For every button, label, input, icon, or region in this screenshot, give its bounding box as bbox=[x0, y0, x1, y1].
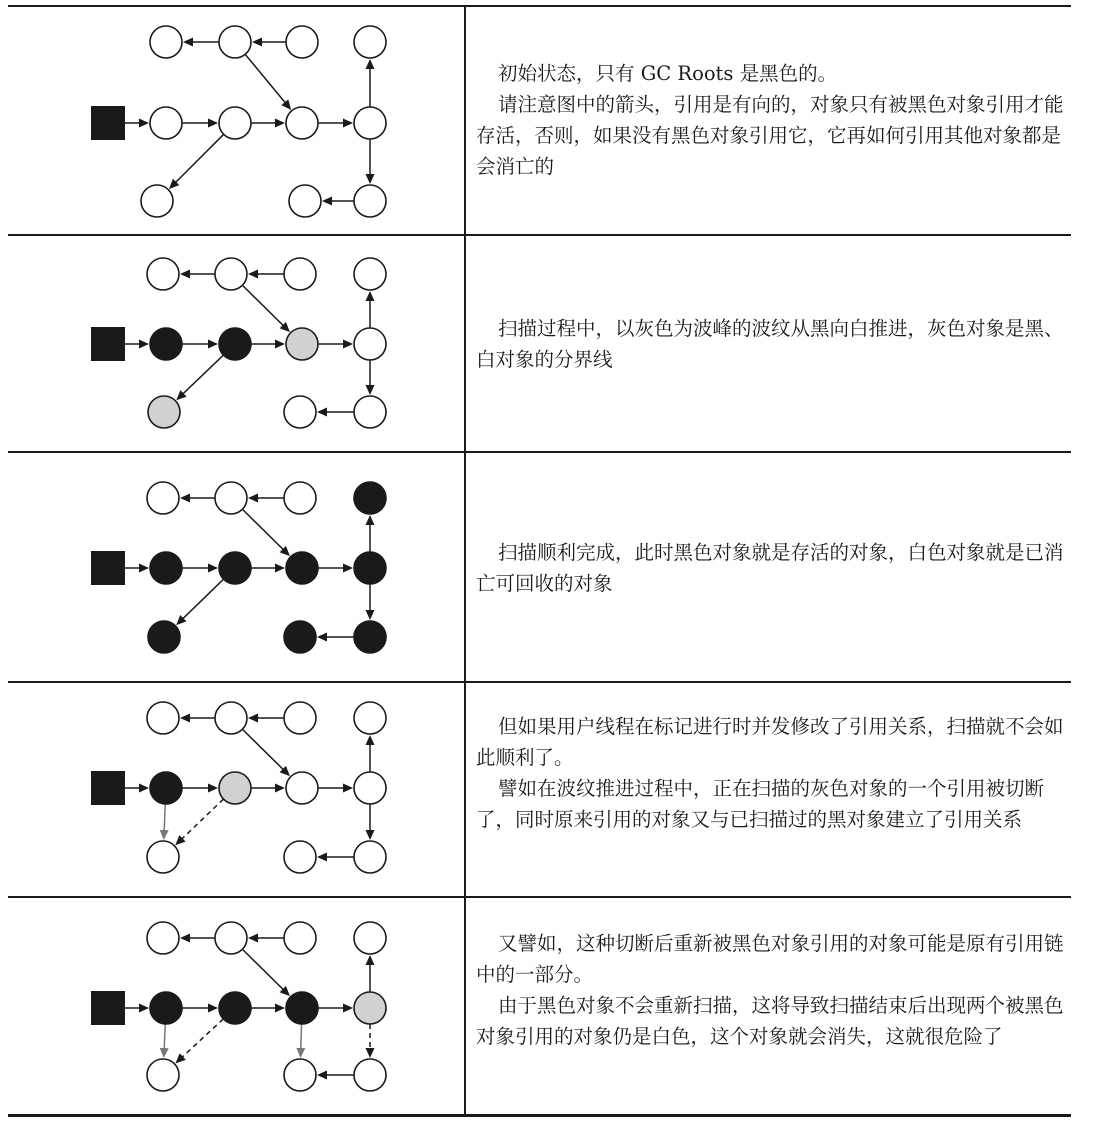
description-paragraph: 譬如在波纹推进过程中，正在扫描的灰色对象的一个引用被切断了，同时原来引用的对象又与已扫描过的黑对象建立了引用关系 bbox=[476, 777, 1045, 831]
arrowhead-icon bbox=[180, 934, 190, 943]
arrowhead-icon bbox=[208, 340, 218, 349]
arrowhead-icon bbox=[366, 515, 375, 525]
object-node-g-white bbox=[284, 1059, 316, 1091]
arrowhead-icon bbox=[317, 1071, 327, 1080]
object-node-i-white bbox=[215, 258, 247, 290]
arrowhead-icon bbox=[180, 494, 190, 503]
object-node-i-white bbox=[215, 482, 247, 514]
object-node-k-black bbox=[354, 482, 386, 514]
arrowhead-icon bbox=[366, 735, 375, 745]
object-node-l-white bbox=[354, 396, 386, 428]
gc-root-square bbox=[91, 991, 125, 1025]
description-paragraph: 但如果用户线程在标记进行时并发修改了引用关系，扫描就不会如此顺利了。 bbox=[476, 715, 1064, 769]
object-node-f-gray bbox=[148, 396, 180, 428]
arrowhead-icon bbox=[366, 830, 375, 840]
description-row-2 bbox=[476, 313, 1066, 375]
description-paragraph: 扫描顺利完成，此时黑色对象就是存活的对象，白色对象就是已消亡可回收的对象 bbox=[476, 541, 1064, 595]
graph-diagram-row-2 bbox=[0, 236, 460, 451]
gc-root-square bbox=[91, 771, 125, 805]
arrowhead-icon bbox=[208, 784, 218, 793]
arrowhead-icon bbox=[322, 197, 332, 206]
graph-diagram-row-3 bbox=[0, 453, 460, 681]
reference-edge-i-to-d bbox=[242, 729, 285, 772]
object-node-l-white bbox=[354, 185, 386, 217]
reference-edge-b-to-fb bbox=[164, 804, 165, 834]
object-node-l-white bbox=[354, 1059, 386, 1091]
arrowhead-icon bbox=[343, 1004, 353, 1013]
arrowhead-icon bbox=[275, 340, 285, 349]
arrowhead-icon bbox=[160, 830, 169, 840]
object-node-b-black bbox=[150, 552, 182, 584]
reference-edge-b-to-fb bbox=[164, 1024, 165, 1052]
object-node-i-white bbox=[219, 26, 251, 58]
arrowhead-icon bbox=[208, 119, 218, 128]
arrowhead-icon bbox=[139, 1004, 149, 1013]
gc-root-square bbox=[91, 106, 125, 140]
object-node-i-white bbox=[215, 922, 247, 954]
reference-edge-i-to-d bbox=[242, 949, 285, 992]
object-node-h-white bbox=[150, 26, 182, 58]
arrowhead-icon bbox=[180, 714, 190, 723]
object-node-e-white bbox=[354, 772, 386, 804]
object-node-d-white bbox=[286, 772, 318, 804]
table-bottom-rule bbox=[8, 1114, 1071, 1117]
object-node-i-white bbox=[215, 702, 247, 734]
object-node-j-white bbox=[284, 702, 316, 734]
arrowhead-icon bbox=[248, 494, 258, 503]
description-row-3 bbox=[476, 537, 1066, 599]
object-node-l-white bbox=[354, 841, 386, 873]
arrowhead-icon bbox=[208, 564, 218, 573]
reference-edge-c-to-f bbox=[181, 355, 224, 396]
graph-diagram-row-1 bbox=[0, 8, 460, 234]
object-node-h-white bbox=[147, 702, 179, 734]
arrowhead-icon bbox=[160, 1048, 169, 1058]
object-node-g-white bbox=[284, 841, 316, 873]
arrowhead-icon bbox=[252, 38, 262, 47]
object-node-g-white bbox=[284, 396, 316, 428]
arrowhead-icon bbox=[343, 564, 353, 573]
object-node-k-white bbox=[354, 26, 386, 58]
object-node-c-black bbox=[219, 328, 251, 360]
object-node-d-gray bbox=[286, 328, 318, 360]
reference-edge-i-to-d bbox=[242, 509, 285, 552]
arrowhead-icon bbox=[317, 853, 327, 862]
reference-edge-c-to-f bbox=[173, 134, 223, 184]
object-node-j-white bbox=[286, 26, 318, 58]
object-node-c-white bbox=[219, 107, 251, 139]
arrowhead-icon bbox=[248, 714, 258, 723]
arrowhead-icon bbox=[139, 564, 149, 573]
arrowhead-icon bbox=[139, 340, 149, 349]
object-node-l-black bbox=[354, 621, 386, 653]
object-node-e-black bbox=[354, 552, 386, 584]
arrowhead-icon bbox=[366, 1048, 375, 1058]
arrowhead-icon bbox=[366, 385, 375, 395]
object-node-d-black bbox=[286, 992, 318, 1024]
arrowhead-icon bbox=[248, 934, 258, 943]
object-node-g-black bbox=[284, 621, 316, 653]
arrowhead-icon bbox=[139, 784, 149, 793]
object-node-j-white bbox=[284, 482, 316, 514]
object-node-c-black bbox=[219, 992, 251, 1024]
object-node-h-white bbox=[147, 258, 179, 290]
arrowhead-icon bbox=[366, 174, 375, 184]
description-paragraph: 由于黑色对象不会重新扫描，这将导致扫描结束后出现两个被黑色对象引用的对象仍是白色，这个对象就会消失，这就很危险了 bbox=[476, 994, 1064, 1048]
description-row-1 bbox=[476, 58, 1066, 182]
object-node-e-gray bbox=[354, 992, 386, 1024]
arrowhead-icon bbox=[183, 38, 193, 47]
arrowhead-icon bbox=[366, 59, 375, 69]
object-node-e-white bbox=[354, 328, 386, 360]
reference-edge-d-to-g bbox=[301, 1024, 302, 1052]
arrowhead-icon bbox=[275, 784, 285, 793]
object-node-k-white bbox=[354, 258, 386, 290]
reference-edge-c-to-f bbox=[180, 579, 223, 621]
object-node-j-white bbox=[284, 258, 316, 290]
object-node-d-white bbox=[286, 107, 318, 139]
object-node-h-white bbox=[147, 482, 179, 514]
arrowhead-icon bbox=[248, 270, 258, 279]
gc-root-square bbox=[91, 327, 125, 361]
arrowhead-icon bbox=[175, 1053, 185, 1063]
object-node-b-black bbox=[150, 772, 182, 804]
arrowhead-icon bbox=[317, 408, 327, 417]
arrowhead-icon bbox=[275, 119, 285, 128]
arrowhead-icon bbox=[366, 610, 375, 620]
arrowhead-icon bbox=[343, 119, 353, 128]
object-node-g-white bbox=[289, 185, 321, 217]
description-paragraph: 初始状态，只有 GC Roots 是黑色的。 bbox=[498, 62, 838, 85]
arrowhead-icon bbox=[275, 1004, 285, 1013]
object-node-f-white bbox=[147, 841, 179, 873]
graph-diagram-row-5 bbox=[0, 898, 460, 1114]
object-node-b-black bbox=[150, 992, 182, 1024]
description-row-4 bbox=[476, 711, 1066, 835]
object-node-h-white bbox=[147, 922, 179, 954]
object-node-j-white bbox=[284, 922, 316, 954]
object-node-k-white bbox=[354, 702, 386, 734]
object-node-f-white bbox=[147, 1059, 179, 1091]
arrowhead-icon bbox=[139, 119, 149, 128]
reference-edge-c-to-fb bbox=[180, 1019, 223, 1059]
object-node-k-white bbox=[354, 922, 386, 954]
arrowhead-icon bbox=[343, 340, 353, 349]
reference-edge-i-to-d bbox=[245, 54, 287, 105]
arrowhead-icon bbox=[317, 633, 327, 642]
arrowhead-icon bbox=[275, 564, 285, 573]
object-node-c-gray bbox=[219, 772, 251, 804]
arrowhead-icon bbox=[296, 1048, 305, 1058]
object-node-d-black bbox=[286, 552, 318, 584]
object-node-c-black bbox=[219, 552, 251, 584]
arrowhead-icon bbox=[180, 270, 190, 279]
object-node-b-white bbox=[150, 107, 182, 139]
description-row-5 bbox=[476, 928, 1066, 1052]
column-divider bbox=[464, 6, 466, 1116]
description-paragraph: 又譬如，这种切断后重新被黑色对象引用的对象可能是原有引用链中的一部分。 bbox=[476, 932, 1064, 986]
object-node-f-black bbox=[148, 621, 180, 653]
gc-root-square bbox=[91, 551, 125, 585]
arrowhead-icon bbox=[366, 291, 375, 301]
description-paragraph: 请注意图中的箭头，引用是有向的，对象只有被黑色对象引用才能存活，否则，如果没有黑色对象引用它，它再如何引用其他对象都是会消亡的 bbox=[476, 93, 1064, 178]
object-node-b-black bbox=[150, 328, 182, 360]
object-node-e-white bbox=[354, 107, 386, 139]
reference-edge-c-to-fb bbox=[180, 799, 224, 841]
description-paragraph: 扫描过程中，以灰色为波峰的波纹从黑向白推进，灰色对象是黑、白对象的分界线 bbox=[476, 317, 1064, 371]
table-top-rule bbox=[8, 5, 1071, 7]
reference-edge-i-to-d bbox=[242, 285, 285, 328]
arrowhead-icon bbox=[366, 955, 375, 965]
object-node-f-white bbox=[141, 185, 173, 217]
arrowhead-icon bbox=[343, 784, 353, 793]
arrowhead-icon bbox=[208, 1004, 218, 1013]
graph-diagram-row-4 bbox=[0, 683, 460, 896]
